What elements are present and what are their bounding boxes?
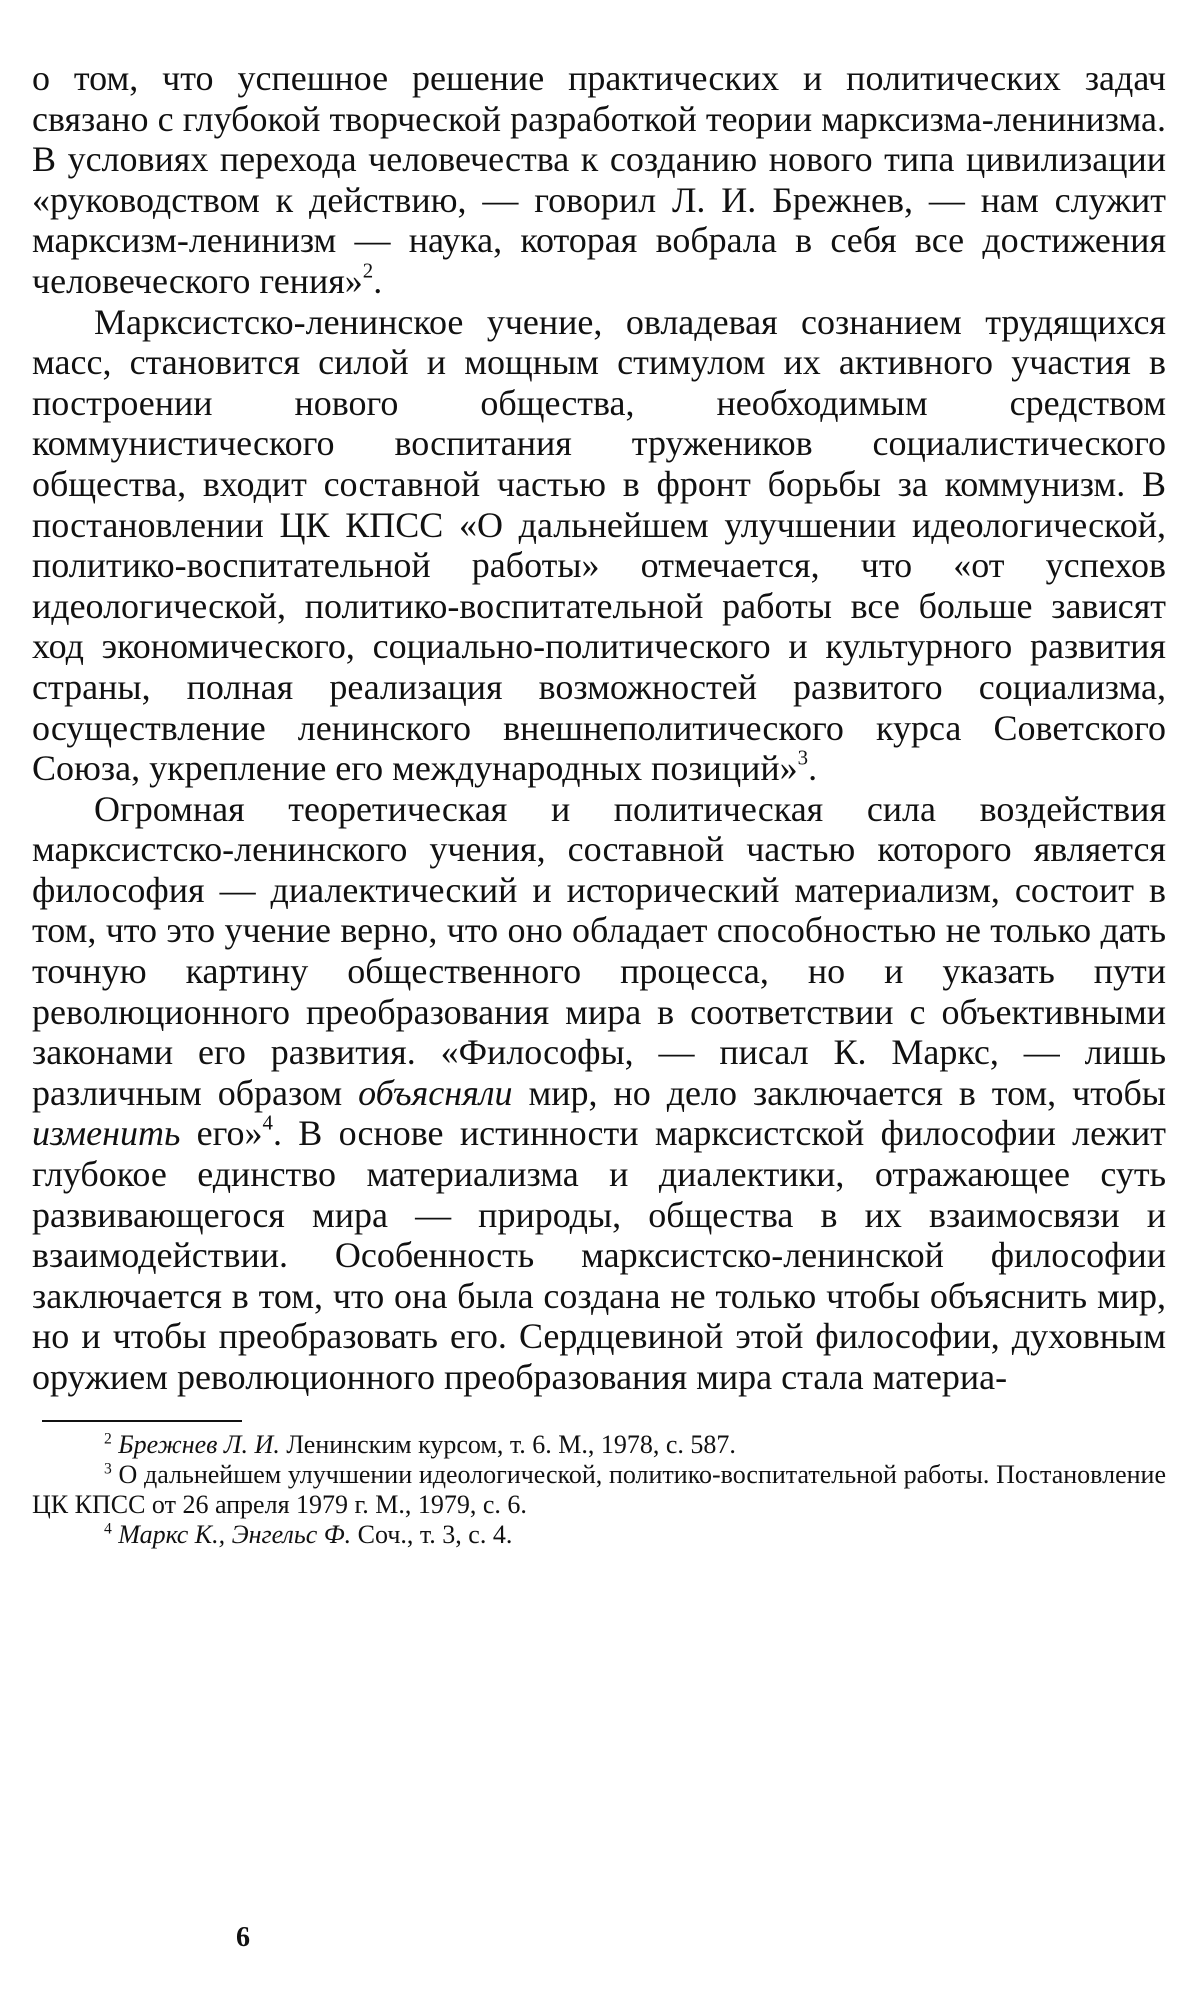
- paragraph-2-tail: .: [808, 748, 818, 789]
- footnotes: [32, 1430, 1166, 1550]
- footnote-4-text: Соч., т. 3, с. 4.: [351, 1519, 513, 1549]
- footnote-3-text: О дальнейшем улучшении идеологической, политико-воспитательной работы. Постановление ЦК КПСС от 26 апреля 1979 г. М., 1979, с. 6.: [32, 1459, 1166, 1519]
- paragraph-2-text: Марксистско-ленинское учение, овладевая сознанием трудящихся масс, становится силой и мощным стимулом их активного участия в построении нового общества, необходимым средством коммунистического воспитания тружеников социалистического общества, входит составной частью в фронт борьбы за коммунизм. В постановлении ЦК КПСС «О дальнейшем улучшении идеологической, политико-воспитательной работы» отмечается, что «от успехов идеологической, политико-воспитательной работы все больше зависят ход экономического, социально-политического и культурного развития страны, полная реализация возможностей развитого социализма, осуществление ленинского внешнеполитического курса Советского Союза, укрепление его международных позиций»: [32, 301, 1166, 789]
- footnote-3-number: 3: [104, 1460, 112, 1478]
- footnote-divider: [42, 1420, 242, 1422]
- paragraph-3: [32, 789, 1166, 1398]
- paragraph-1-text: о том, что успешное решение практических и политических задач связано с глубокой творческой разработкой теории марксизма-ленинизма. В условиях перехода человечества к созданию нового типа цивилизации «руководством к действию, — говорил Л. И. Брежнев, — нам служит марксизм-ленинизм — наука, которая вобрала в себя все достижения человеческого гения»: [32, 58, 1166, 301]
- footnote-ref-3: 3: [797, 745, 809, 770]
- paragraph-1: [32, 58, 1166, 302]
- footnote-2: [32, 1430, 1166, 1460]
- paragraph-1-tail: .: [373, 260, 383, 301]
- paragraph-2: [32, 302, 1166, 789]
- footnote-3: [32, 1460, 1166, 1520]
- footnote-ref-2: 2: [362, 258, 374, 283]
- paragraph-3-text-a: Огромная теоретическая и политическая сила воздействия марксистско-ленинского учения, составной частью которого является философия — диалектический и исторический материализм, состоит в том, что это учение верно, что оно обладает способностью не только дать точную картину общественного процесса, но и указать пути революционного преобразования мира в соответствии с объективными законами его развития. «Философы, — писал К. Маркс, — лишь различным образом: [32, 788, 1166, 1113]
- emphasis-explained: объясняли: [358, 1072, 513, 1113]
- main-text: [32, 58, 1166, 1398]
- footnote-4-number: 4: [104, 1520, 112, 1538]
- book-page: [32, 58, 1166, 1550]
- footnote-2-number: 2: [104, 1430, 112, 1448]
- footnote-4-author: Маркс К., Энгельс Ф.: [118, 1519, 352, 1549]
- footnote-ref-4: 4: [262, 1110, 273, 1135]
- page-number: 6: [236, 1922, 250, 1953]
- paragraph-3-text-c: его»: [180, 1113, 263, 1154]
- footnote-2-author: Брежнев Л. И.: [118, 1429, 280, 1459]
- emphasis-change: изменить: [32, 1113, 181, 1154]
- footnote-4: [32, 1520, 1166, 1550]
- footnote-2-text: Ленинским курсом, т. 6. М., 1978, с. 587.: [279, 1429, 736, 1459]
- paragraph-3-text-d: . В основе истинности марксистской философии лежит глубокое единство материализма и диалектики, отражающее суть развивающегося мира — природы, общества в их взаимосвязи и взаимодействии. Особенность марксистско-ленинской философии заключается в том, что она была создана не только чтобы объяснить мир, но и чтобы преобразовать его. Сердцевиной этой философии, духовным оружием революционного преобразования мира стала материа-: [32, 1113, 1167, 1397]
- paragraph-3-text-b: мир, но дело заключается в том, чтобы: [512, 1072, 1166, 1113]
